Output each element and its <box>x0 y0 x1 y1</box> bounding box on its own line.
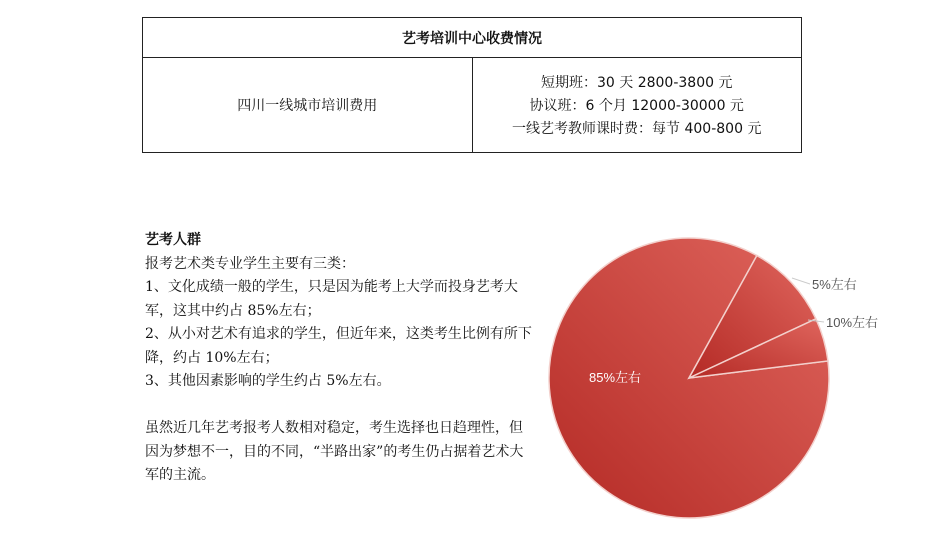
article-heading: 艺考人群 <box>145 232 201 248</box>
article-intro: 报考艺术类专业学生主要有三类： <box>145 255 355 272</box>
article-item-3: 3、其他因素影响的学生约占 5%左右。 <box>145 373 391 389</box>
pie-label-5: 5%左右 <box>812 277 857 292</box>
price-short-course: 短期班：30 天 2800-3800 元 <box>541 74 733 91</box>
pie-label-85: 85%左右 <box>589 370 642 385</box>
pie-label-10: 10%左右 <box>826 315 879 330</box>
city-fee-label: 四川一线城市培训费用 <box>143 58 473 153</box>
article-conclusion: 虽然近几年艺考报考人数相对稳定，考生选择也日趋理性，但因为梦想不一，目的不同，“半路出家”的考生仍占据着艺术大军的主流。 <box>145 420 524 483</box>
article-item-1: 1、文化成绩一般的学生，只是因为能考上大学而投身艺考大军，这其中约占 85%左右； <box>145 279 518 319</box>
pie-leader-line <box>792 278 810 284</box>
fee-table-title: 艺考培训中心收费情况 <box>143 18 802 58</box>
article-item-2: 2、从小对艺术有追求的学生，但近年来，这类考生比例有所下降，约占 10%左右； <box>145 326 532 366</box>
price-agreement-course: 协议班：6 个月 12000-30000 元 <box>529 97 744 114</box>
price-teacher-hourly: 一线艺考教师课时费：每节 400-800 元 <box>512 120 762 137</box>
